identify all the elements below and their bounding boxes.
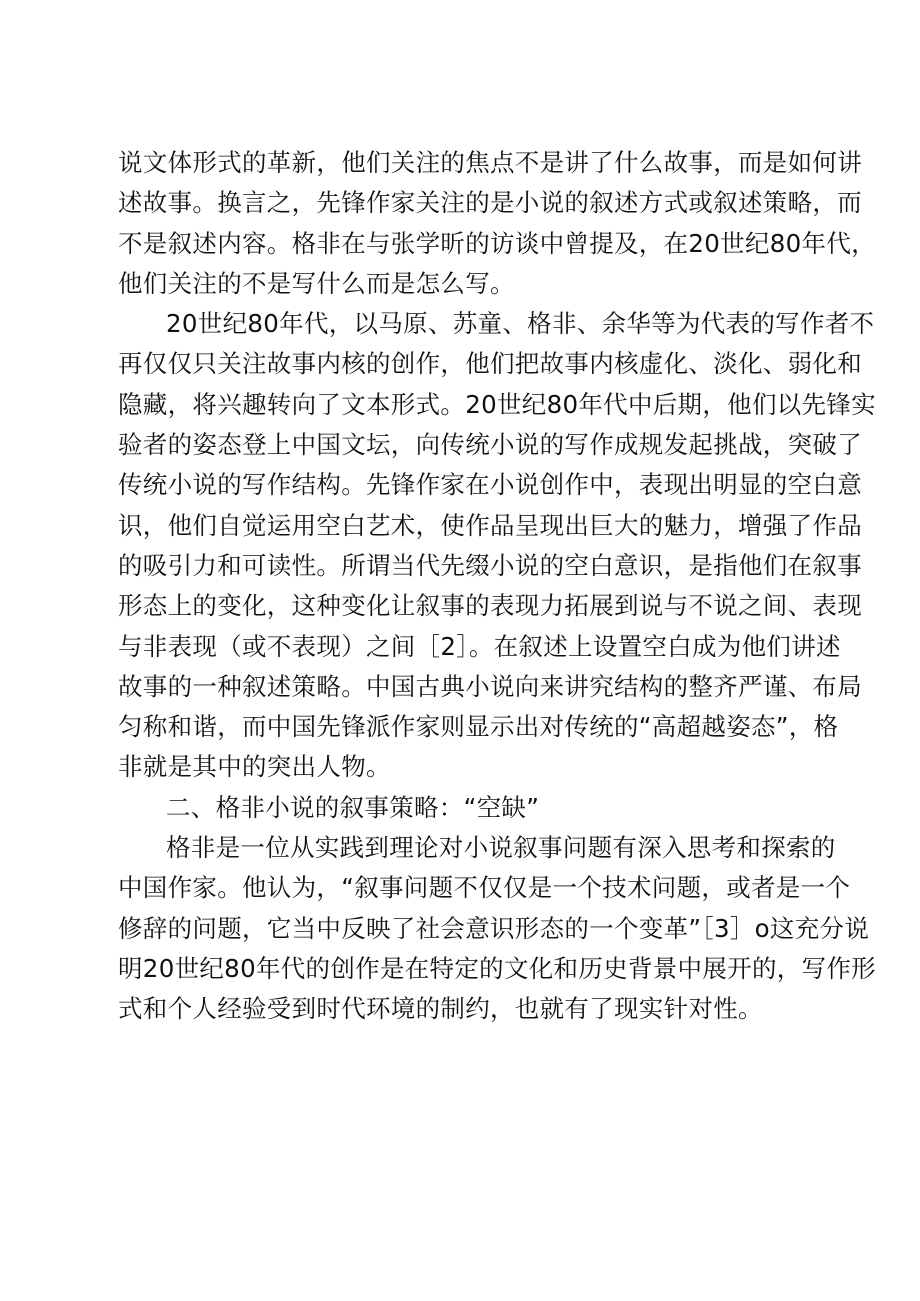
paragraph-line: 与非表现（或不表现）之间［2］。在叙述上设置空白成为他们讲述 (118, 631, 841, 661)
paragraph-line: 说文体形式的革新，他们关注的焦点不是讲了什么故事，而是如何讲 (118, 148, 862, 177)
paragraph-line: 20世纪80年代，以马原、苏童、格非、余华等为代表的写作者不 (166, 309, 875, 339)
paragraph-line: 的吸引力和可读性。所谓当代先缀小说的空白意识，是指他们在叙事 (118, 550, 862, 580)
section-heading: 二、格非小说的叙事策略：“空缺” (166, 792, 540, 822)
paragraph-1 (118, 143, 876, 304)
paragraph-line: 他们关注的不是写什么而是怎么写。 (118, 268, 515, 298)
paragraph-line: 格非是一位从实践到理论对小说叙事问题有深入思考和探索的 (166, 833, 836, 863)
paragraph-line: 中国作家。他认为，“叙事问题不仅仅是一个技术问题，或者是一个 (118, 873, 851, 903)
paragraph-line: 非就是其中的突出人物。 (118, 752, 391, 782)
paragraph-line: 形态上的变化，这种变化让叙事的表现力拓展到说与不说之间、表现 (118, 591, 862, 621)
paragraph-line: 明20世纪80年代的创作是在特定的文化和历史背景中展开的，写作形 (118, 953, 876, 983)
paragraph-line: 再仅仅只关注故事内核的创作，他们把故事内核虚化、淡化、弱化和 (118, 349, 862, 379)
paragraph-line: 匀称和谐，而中国先锋派作家则显示出对传统的“高超越姿态”，格 (118, 712, 839, 742)
paragraph-line: 不是叙述内容。格非在与张学昕的访谈中曾提及，在20世纪80年代， (118, 228, 876, 258)
paragraph-2 (118, 304, 876, 788)
paragraph-line: 识，他们自觉运用空白艺术，使作品呈现出巨大的魅力，增强了作品 (118, 510, 862, 540)
paragraph-line: 故事的一种叙述策略。中国古典小说向来讲究结构的整齐严谨、布局 (118, 671, 862, 701)
paragraph-3 (118, 828, 876, 1029)
document-body (118, 143, 876, 1030)
paragraph-line: 述故事。换言之，先锋作家关注的是小说的叙述方式或叙述策略，而 (118, 188, 862, 218)
paragraph-line: 传统小说的写作结构。先锋作家在小说创作中，表现出明显的空白意 (118, 470, 862, 500)
paragraph-line: 验者的姿态登上中国文坛，向传统小说的写作成规发起挑战，突破了 (118, 430, 862, 460)
paragraph-line: 修辞的问题，它当中反映了社会意识形态的一个变革”［3］o这充分说 (118, 913, 870, 943)
paragraph-line: 隐藏，将兴趣转向了文本形式。20世纪80年代中后期，他们以先锋实 (118, 389, 876, 419)
paragraph-line: 式和个人经验受到时代环境的制约，也就有了现实针对性。 (118, 994, 763, 1024)
